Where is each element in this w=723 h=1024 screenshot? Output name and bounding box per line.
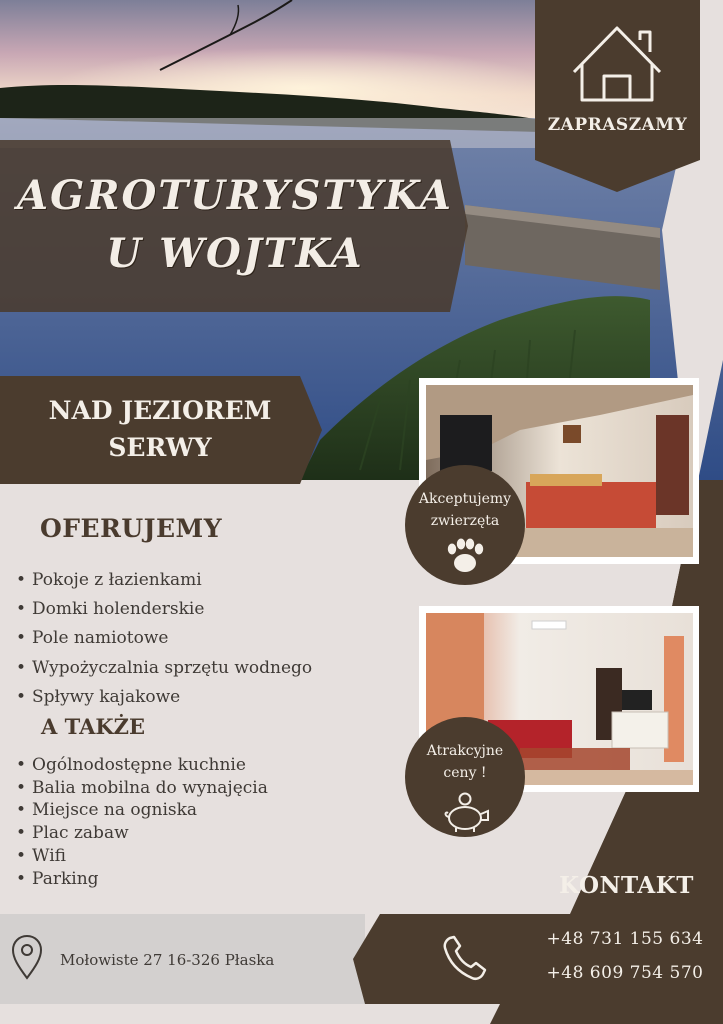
also-heading: A TAKŻE	[41, 714, 145, 739]
also-item: • Wifi	[16, 845, 268, 868]
phone-strip	[353, 914, 723, 1004]
title-banner	[0, 140, 468, 312]
also-item: • Miejsce na ogniska	[16, 799, 268, 822]
offer-heading: OFERUJEMY	[40, 514, 223, 543]
offer-item: • Pokoje z łazienkami	[16, 566, 312, 595]
offer-item: • Spływy kajakowe	[16, 683, 312, 712]
also-item: • Balia mobilna do wynajęcia	[16, 777, 268, 800]
phone-number-2[interactable]: +48 609 754 570	[546, 963, 704, 983]
title-line-1: AGROTURYSTYKA	[17, 172, 453, 219]
contact-heading: KONTAKT	[559, 872, 694, 899]
address-text: Mołowiste 27 16-326 Płaska	[60, 951, 275, 969]
price-line-1: Atrakcyjne	[426, 743, 504, 759]
offer-item: • Wypożyczalnia sprzętu wodnego	[16, 654, 312, 683]
also-item: • Ogólnodostępne kuchnie	[16, 754, 268, 777]
phone-number-1[interactable]: +48 731 155 634	[546, 929, 704, 949]
lake-label	[0, 392, 320, 466]
pets-line-1: Akceptujemy	[418, 491, 512, 507]
price-line-2: ceny !	[443, 765, 487, 781]
also-list	[16, 754, 268, 890]
also-item: • Parking	[16, 868, 268, 891]
price-badge-text	[405, 740, 525, 784]
welcome-label: ZAPRASZAMY	[547, 115, 688, 135]
lake-line-2: SERWY	[108, 433, 212, 462]
offer-item: • Pole namiotowe	[16, 624, 312, 653]
pets-badge-text	[405, 488, 525, 532]
offer-list	[16, 566, 312, 712]
title-line-2: U WOJTKA	[106, 230, 364, 277]
also-item: • Plac zabaw	[16, 822, 268, 845]
pets-line-2: zwierzęta	[430, 513, 500, 529]
lake-line-1: NAD JEZIOREM	[48, 396, 272, 425]
offer-item: • Domki holenderskie	[16, 595, 312, 624]
